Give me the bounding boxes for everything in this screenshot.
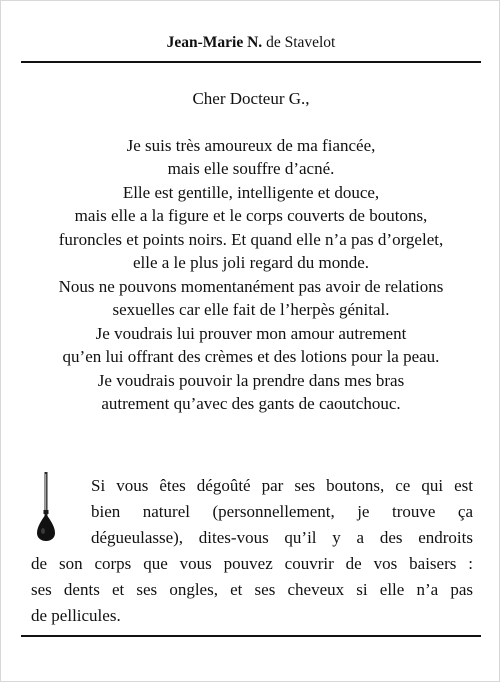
letter-line: qu’en lui offrant des crèmes et des lotions pour la peau. bbox=[62, 347, 440, 366]
answer-line: de pellicules. bbox=[31, 606, 121, 625]
answer-line: dégueulasse), dites-vous qu’il y a des endroits bbox=[91, 528, 473, 547]
letter-salutation: Cher Docteur G., bbox=[192, 89, 310, 108]
doctor-answer bbox=[31, 473, 473, 629]
answer-line: de son corps que vous pouvez couvrir de vos baisers : bbox=[31, 554, 473, 573]
letter-line: Elle est gentille, intelligente et douce, bbox=[122, 182, 380, 202]
author-name: Jean-Marie N. bbox=[166, 34, 263, 51]
letter-line: furoncles et points noirs. Et quand elle n’a pas d’orgelet, bbox=[58, 229, 444, 249]
letter-line: elle a le plus joli regard du monde. bbox=[132, 253, 370, 272]
letter-line: Nous ne pouvons momentanément pas avoir de relations bbox=[58, 276, 444, 296]
top-divider bbox=[21, 61, 481, 63]
answer-line: ses dents et ses ongles, et ses cheveux si elle n’a pas bbox=[31, 580, 473, 599]
answer-line: Si vous êtes dégoûté par ses boutons, ce qui est bbox=[91, 476, 473, 495]
letter-line: Je voudrais pouvoir la prendre dans mes bras bbox=[97, 370, 405, 390]
letter-line: sexuelles car elle fait de l’herpès génital. bbox=[112, 300, 390, 319]
letter-line: autrement qu’avec des gants de caoutchouc. bbox=[101, 394, 401, 413]
page-header bbox=[1, 33, 500, 53]
letter-line: Je suis très amoureux de ma fiancée, bbox=[126, 135, 376, 155]
answer-line: bien naturel (personnellement, je trouve ça bbox=[91, 502, 473, 521]
reader-letter bbox=[1, 87, 500, 416]
bottom-divider bbox=[21, 635, 481, 637]
author-place: de Stavelot bbox=[266, 34, 336, 51]
letter-line: mais elle a la figure et le corps couverts de boutons, bbox=[74, 206, 428, 225]
letter-line: Je voudrais lui prouver mon amour autrement bbox=[95, 323, 407, 343]
letter-line: mais elle souffre d’acné. bbox=[167, 159, 335, 178]
